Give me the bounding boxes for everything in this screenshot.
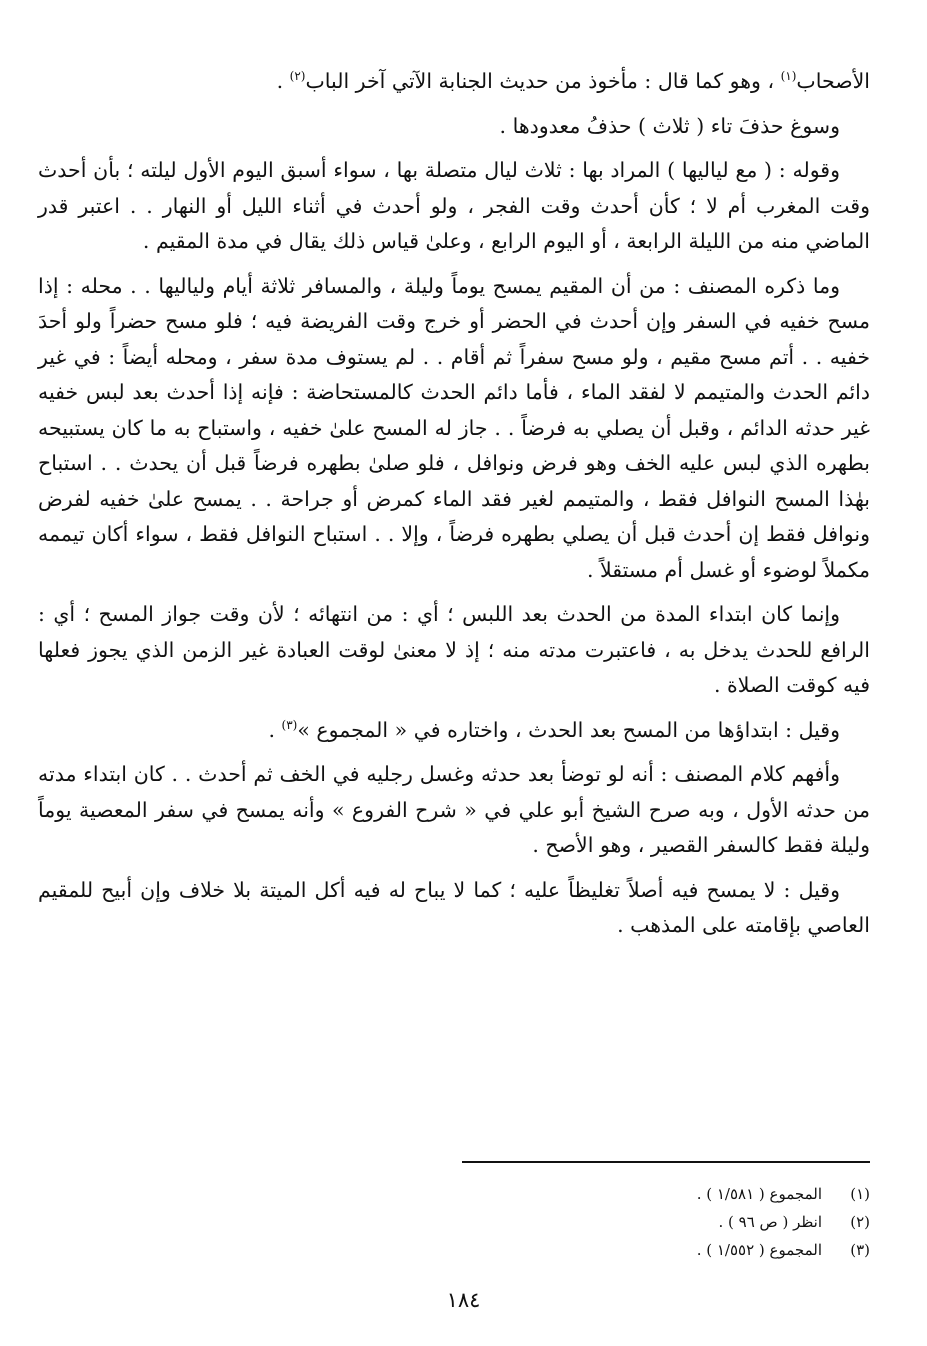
footnote-2 [38,1208,870,1236]
footnote-number: (١) [850,1185,870,1203]
paragraph-text: وقيل : ابتداؤها من المسح بعد الحدث ، واختاره في « المجموع » [297,717,840,742]
paragraph-5: وإنما كان ابتداء المدة من الحدث بعد اللبس ؛ أي : من انتهائه ؛ لأن وقت جواز المسح ؛ أي : الرافع للحدث يدخل به ، فاعتبرت مدته منه ؛ إذ لا معنىٰ لوقت العبادة غير الزمن الذي يجوز فعلها فيه كوقت الصلاة . [38,602,870,697]
footnote-divider [462,1161,870,1163]
page-body [38,64,870,953]
footnote-number: (٣) [850,1241,870,1259]
paragraph-8: وقيل : لا يمسح فيه أصلاً تغليظاً عليه ؛ كما لا يباح له فيه أكل الميتة بلا خلاف وإن أبيح للمقيم العاصي بإقامته على المذهب . [38,877,870,937]
footnote-ref-1[interactable]: (١) [780,69,797,84]
page-number: ١٨٤ [446,1288,481,1312]
paragraph-6 [38,713,870,749]
paragraph-text: . [276,69,290,93]
paragraph-text: ، وهو كما قال : مأخوذ من حديث الجنابة الآتي آخر الباب [305,69,781,93]
paragraph-text: الأصحاب [796,69,870,93]
paragraph-text: . [268,717,282,742]
footnote-text: المجموع ( ١/٥٥٢ ) . [696,1241,822,1259]
paragraph-4: وما ذكره المصنف : من أن المقيم يمسح يوماً وليلة ، والمسافر ثلاثة أيام ولياليها . . محله : إذا مسح خفيه في السفر وإن أحدث في الحضر أو خرج وقت الفريضة فيه ؛ فلو مسح حضراً ولو أحدَ خفيه . . أتم مسح مقيم ، ولو مسح سفراً ثم أقام . . لم يستوف مدة سفر ، ومحله أيضاً : في غير دائم الحدث والمتيمم لا لفقد الماء ، فأما دائم الحدث كالمستحاضة : فإنه إذا أحدث بعد لبس خفيه غير حدثه الدائم ، وقبل أن يصلي به فرضاً . . جاز له المسح علىٰ خفيه ، واستباح به ما كان يستبيحه بطهره الذي لبس عليه الخف وهو فرض ونوافل ، فلو صلىٰ بطهره فرضاً قبل أن يحدث . . استباح بهٰذا المسح النوافل فقط ، والمتيمم لغير فقد الماء كمرض أو جراحة . . يمسح علىٰ خفيه لفرض ونوافل فقط إن أحدث قبل أن يصلي بطهره فرضاً ، وإلا . . استباح النوافل فقط ، سواء أكان تيممه مكملاً لوضوء أو غسل أم مستقلاً . [38,273,870,582]
footnote-text: المجموع ( ١/٥٨١ ) . [696,1185,822,1203]
footnotes [38,1180,870,1264]
footnote-ref-2[interactable]: (٢) [289,69,306,84]
footnote-text: انظر ( ص ٩٦ ) . [718,1213,822,1231]
footnote-1 [38,1180,870,1208]
footnote-number: (٢) [850,1213,870,1231]
footnote-ref-3[interactable]: (٣) [281,717,298,732]
paragraph-3: وقوله : ( مع لياليها ) المراد بها : ثلاث ليال متصلة بها ، سواء أسبق اليوم الأول ليلته ؛ بأن أحدث وقت المغرب أم لا ؛ كأن أحدث وقت الفجر ، ولو أحدث في أثناء الليل أو النهار . . اعتبر قدر الماضي منه من الليلة الرابعة ، أو اليوم الرابع ، وعلىٰ قياس ذلك يقال في مدة المقيم . [38,158,870,253]
paragraph-2: وسوغ حذفَ تاء ( ثلاث ) حذفُ معدودها . [499,113,840,138]
paragraph-7: وأفهم كلام المصنف : أنه لو توضأ بعد حدثه وغسل رجليه في الخف ثم أحدث . . كان ابتداء مدته من حدثه الأول ، وبه صرح الشيخ أبو علي في « شرح الفروع » وأنه يمسح في سفر المعصية يوماً وليلة فقط كالسفر القصير ، وهو الأصح . [38,762,870,857]
paragraph-1 [38,64,870,100]
footnote-3 [38,1236,870,1264]
